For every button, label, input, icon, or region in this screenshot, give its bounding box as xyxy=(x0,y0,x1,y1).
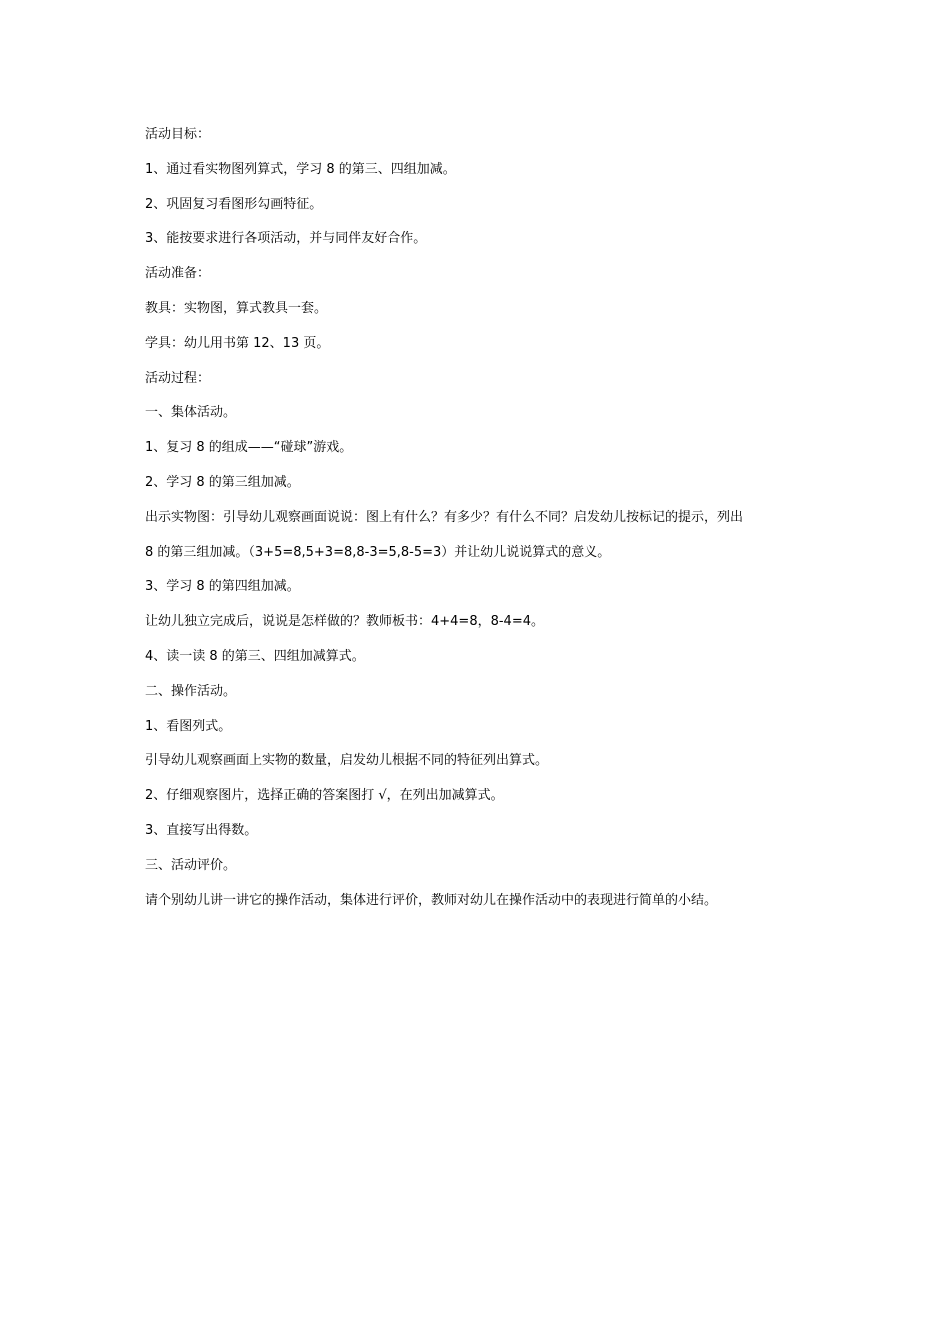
objective-item-2: 2、巩固复习看图形勾画特征。 xyxy=(145,196,323,212)
process-part-2-heading: 二、操作活动。 xyxy=(145,683,237,699)
section-heading-objectives: 活动目标： xyxy=(145,127,211,142)
process-part-1-step-4: 4、读一读 8 的第三、四组加减算式。 xyxy=(145,648,365,664)
process-part-2-step-2: 2、仔细观察图片，选择正确的答案图打 √，在列出加减算式。 xyxy=(145,788,504,804)
process-part-1-step-1: 1、复习 8 的组成——“碰球”游戏。 xyxy=(145,440,353,456)
preparation-teaching-aids: 教具：实物图，算式教具一套。 xyxy=(145,300,328,316)
process-part-1-heading: 一、集体活动。 xyxy=(145,405,237,421)
document-body xyxy=(145,125,825,925)
section-heading-preparation: 活动准备： xyxy=(145,266,211,282)
process-part-2-step-1: 1、看图列式。 xyxy=(145,718,232,734)
process-part-1-step-3: 3、学习 8 的第四组加减。 xyxy=(145,579,300,595)
objective-item-3: 3、能按要求进行各项活动，并与同伴友好合作。 xyxy=(145,231,427,247)
objective-item-1: 1、通过看实物图列算式，学习 8 的第三、四组加减。 xyxy=(145,161,456,177)
process-part-1-step-2-desc-line-2: 8 的第三组加减。（3+5=8,5+3=8,8-3=5,8-5=3）并让幼儿说说算式的意义。 xyxy=(145,544,611,560)
process-part-3-heading: 三、活动评价。 xyxy=(145,857,237,873)
process-part-1-step-2-desc-line-1: 出示实物图：引导幼儿观察画面说说：图上有什么？有多少？有什么不同？启发幼儿按标记的提示，列出 xyxy=(145,509,744,525)
section-heading-process: 活动过程： xyxy=(145,370,211,386)
preparation-student-materials: 学具：幼儿用书第 12、13 页。 xyxy=(145,335,330,351)
process-part-1-step-2: 2、学习 8 的第三组加减。 xyxy=(145,474,300,490)
process-part-1-step-3-desc: 让幼儿独立完成后，说说是怎样做的？教师板书：4+4=8，8-4=4。 xyxy=(145,614,544,630)
process-part-2-step-1-desc: 引导幼儿观察画面上实物的数量，启发幼儿根据不同的特征列出算式。 xyxy=(145,753,549,769)
process-part-3-desc: 请个别幼儿讲一讲它的操作活动，集体进行评价，教师对幼儿在操作活动中的表现进行简单的小结。 xyxy=(145,892,718,908)
process-part-2-step-3: 3、直接写出得数。 xyxy=(145,822,258,838)
